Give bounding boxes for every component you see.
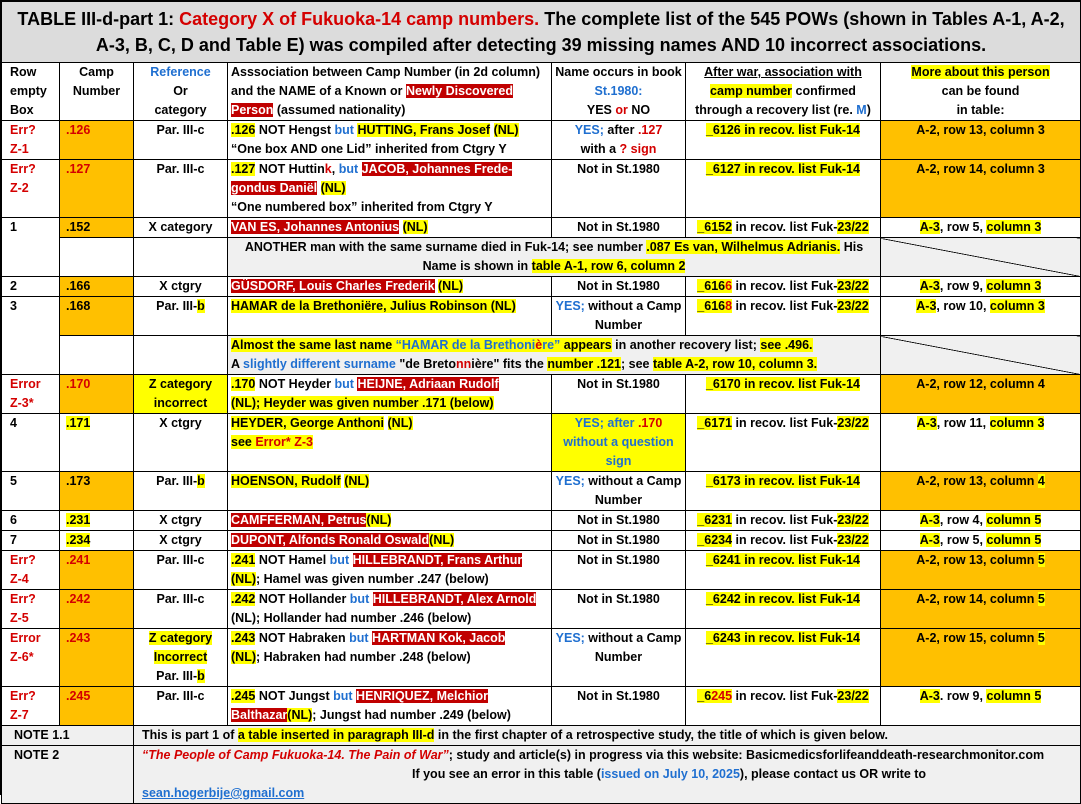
table-row [2, 590, 1081, 629]
row-box: Err? Z-7 [2, 687, 60, 726]
reference: X ctgry [134, 531, 228, 551]
reference: X ctgry [134, 277, 228, 297]
camp-number: .127 [60, 160, 134, 218]
table-row [2, 160, 1081, 218]
reference: Par. III-b [134, 472, 228, 511]
table-row [2, 531, 1081, 551]
recovery-list: _6152 in recov. list Fuk-23/22 [686, 218, 881, 238]
camp-number: .170 [60, 375, 134, 414]
more-info: A-2, row 15, column 5 [881, 629, 1081, 687]
note-row [2, 238, 1081, 277]
header-more: More about this person can be found in table: [881, 63, 1081, 121]
reference: Z category incorrect [134, 375, 228, 414]
row-box: Err? Z-5 [2, 590, 60, 629]
note-2-label: NOTE 2 [2, 746, 134, 804]
association: HEYDER, George Anthoni (NL) see Error* Z-3 [228, 414, 552, 472]
association: DUPONT, Alfonds Ronald Oswald(NL) [228, 531, 552, 551]
header-after-war: After war, association with camp number confirmed through a recovery list (re. M) [686, 63, 881, 121]
table-row [2, 277, 1081, 297]
note-1-text: This is part 1 of a table inserted in paragraph III-d in the first chapter of a retrospective study, the title of which is given below. [134, 726, 1081, 746]
row-box: 5 [2, 472, 60, 511]
association: .126 NOT Hengst but HUTTING, Frans Josef (NL) “One box AND one Lid” inherited from Ctgry Y [228, 121, 552, 160]
book-status: Not in St.1980 [552, 277, 686, 297]
diagonal-cell [881, 238, 1081, 277]
book-status: Not in St.1980 [552, 160, 686, 218]
association: .245 NOT Jungst but HENRIQUEZ, Melchior Balthazar(NL); Jungst had number .249 (below) [228, 687, 552, 726]
recovery-list: _6127 in recov. list Fuk-14 [686, 160, 881, 218]
camp-number: .245 [60, 687, 134, 726]
camp-number: .242 [60, 590, 134, 629]
note-row [2, 336, 1081, 375]
book-status: Not in St.1980 [552, 531, 686, 551]
more-info: A-2, row 13, column 3 [881, 121, 1081, 160]
header-row-box: Row empty Box [2, 63, 60, 121]
more-info: A-2, row 14, column 3 [881, 160, 1081, 218]
more-info: A-3, row 9, column 3 [881, 277, 1081, 297]
camp-number: .231 [60, 511, 134, 531]
camp-number: .171 [60, 414, 134, 472]
row-box: 3 [2, 297, 60, 336]
book-status: Not in St.1980 [552, 218, 686, 238]
row-note: ANOTHER man with the same surname died in Fuk-14; see number .087 Es van, Wilhelmus Adrianis. His Name is shown in table A-1, row 6, column 2 [228, 238, 881, 277]
book-status: Not in St.1980 [552, 590, 686, 629]
camp-number: .152 [60, 218, 134, 238]
header-row [2, 63, 1081, 121]
diagonal-cell [881, 336, 1081, 375]
recovery-list: _6171 in recov. list Fuk-23/22 [686, 414, 881, 472]
reference: Par. III-c [134, 160, 228, 218]
more-info: A-3, row 4, column 5 [881, 511, 1081, 531]
header-book: Name occurs in book St.1980: YES or NO [552, 63, 686, 121]
book-status: YES; without a Camp Number [552, 629, 686, 687]
more-info: A-2, row 14, column 5 [881, 590, 1081, 629]
camp-number: .166 [60, 277, 134, 297]
association: .242 NOT Hollander but HILLEBRANDT, Alex Arnold (NL); Hollander had number .246 (below) [228, 590, 552, 629]
row-box: Err? Z-4 [2, 551, 60, 590]
reference: Z category Incorrect Par. III-b [134, 629, 228, 687]
camp-number: .126 [60, 121, 134, 160]
more-info: A-2, row 12, column 4 [881, 375, 1081, 414]
recovery-list: _6245 in recov. list Fuk-23/22 [686, 687, 881, 726]
note-2-text: “The People of Camp Fukuoka-14. The Pain of War”; study and article(s) in progress via this website: Basicmedicsforlifeanddeath-researchmonitor.com If you see an error in this table (issued on July 10, 2025), please contact us OR write to sean.hogerbije@gmail.com [134, 746, 1081, 804]
association: HOENSON, Rudolf (NL) [228, 472, 552, 511]
camp-number: .241 [60, 551, 134, 590]
table-row [2, 297, 1081, 336]
table-row [2, 511, 1081, 531]
book-status: YES; without a Camp Number [552, 297, 686, 336]
recovery-list: _6166 in recov. list Fuk-23/22 [686, 277, 881, 297]
row-box: Error Z-6* [2, 629, 60, 687]
book-status: Not in St.1980 [552, 551, 686, 590]
association: HAMAR de la Brethoniëre, Julius Robinson (NL) [228, 297, 552, 336]
book-status: YES; after .127 with a ? sign [552, 121, 686, 160]
recovery-list: _6241 in recov. list Fuk-14 [686, 551, 881, 590]
table-title: TABLE III-d-part 1: Category X of Fukuoka-14 camp numbers. The complete list of the 545 POWs (shown in Tables A-1, A-2, A-3, B, C, D and Table E) was compiled after detecting 39 missing names AND 10 incorrect associations. [2, 2, 1081, 63]
reference: Par. III-c [134, 687, 228, 726]
table-row [2, 121, 1081, 160]
recovery-list: _6170 in recov. list Fuk-14 [686, 375, 881, 414]
more-info: A-2, row 13, column 4 [881, 472, 1081, 511]
reference: Par. III-c [134, 551, 228, 590]
reference: Par. III-c [134, 590, 228, 629]
recovery-list: _6173 in recov. list Fuk-14 [686, 472, 881, 511]
row-box: 7 [2, 531, 60, 551]
header-camp: Camp Number [60, 63, 134, 121]
row-box: 2 [2, 277, 60, 297]
association: .127 NOT Huttink, but JACOB, Johannes Frede-gondus Daniël (NL) “One numbered box” inherited from Ctgry Y [228, 160, 552, 218]
table-row [2, 551, 1081, 590]
association: .170 NOT Heyder but HEIJNE, Adriaan Rudolf (NL); Heyder was given number .171 (below) [228, 375, 552, 414]
row-box: Err? Z-1 [2, 121, 60, 160]
row-box: Err? Z-2 [2, 160, 60, 218]
reference: X ctgry [134, 511, 228, 531]
row-note: Almost the same last name “HAMAR de la Brethonière” appears in another recovery list; see .496. A slightly different surname "de Bretonnière" fits the number .121; see table A-2, row 10, column 3. [228, 336, 881, 375]
reference: Par. III-b [134, 297, 228, 336]
more-info: A-3, row 5, column 5 [881, 531, 1081, 551]
book-status: Not in St.1980 [552, 687, 686, 726]
row-box: 4 [2, 414, 60, 472]
camp-number: .234 [60, 531, 134, 551]
book-status: YES; after .170 without a question sign [552, 414, 686, 472]
more-info: A-3, row 10, column 3 [881, 297, 1081, 336]
row-box: Error Z-3* [2, 375, 60, 414]
recovery-list: _6126 in recov. list Fuk-14 [686, 121, 881, 160]
table-row [2, 687, 1081, 726]
note-1-row [2, 726, 1081, 746]
email-link[interactable]: sean.hogerbije@gmail.com [142, 786, 305, 800]
book-status: Not in St.1980 [552, 511, 686, 531]
camp-number: .173 [60, 472, 134, 511]
header-reference: Reference Or category [134, 63, 228, 121]
association: .243 NOT Habraken but HARTMAN Kok, Jacob (NL); Habraken had number .248 (below) [228, 629, 552, 687]
book-status: YES; without a Camp Number [552, 472, 686, 511]
table-row [2, 472, 1081, 511]
table-row [2, 629, 1081, 687]
association: .241 NOT Hamel but HILLEBRANDT, Frans Arthur (NL); Hamel was given number .247 (below) [228, 551, 552, 590]
more-info: A-2, row 13, column 5 [881, 551, 1081, 590]
pow-table [1, 1, 1081, 804]
recovery-list: _6231 in recov. list Fuk-23/22 [686, 511, 881, 531]
reference: Par. III-c [134, 121, 228, 160]
row-box: 1 [2, 218, 60, 238]
reference: X ctgry [134, 414, 228, 472]
association: GÜSDORF, Louis Charles Frederik (NL) [228, 277, 552, 297]
association: CAMFFERMAN, Petrus(NL) [228, 511, 552, 531]
reference: X category [134, 218, 228, 238]
recovery-list: _6243 in recov. list Fuk-14 [686, 629, 881, 687]
camp-number: .243 [60, 629, 134, 687]
recovery-list: _6234 in recov. list Fuk-23/22 [686, 531, 881, 551]
row-box: 6 [2, 511, 60, 531]
more-info: A-3, row 11, column 3 [881, 414, 1081, 472]
table-row [2, 414, 1081, 472]
table-row [2, 375, 1081, 414]
recovery-list: _6242 in recov. list Fuk-14 [686, 590, 881, 629]
more-info: A-3. row 9, column 5 [881, 687, 1081, 726]
table-row [2, 218, 1081, 238]
header-association: Asssociation between Camp Number (in 2d column) and the NAME of a Known or Newly Discovered Person (assumed nationality) [228, 63, 552, 121]
book-status: Not in St.1980 [552, 375, 686, 414]
note-1-label: NOTE 1.1 [2, 726, 134, 746]
more-info: A-3, row 5, column 3 [881, 218, 1081, 238]
association: VAN ES, Johannes Antonius (NL) [228, 218, 552, 238]
recovery-list: _6168 in recov. list Fuk-23/22 [686, 297, 881, 336]
camp-number: .168 [60, 297, 134, 336]
